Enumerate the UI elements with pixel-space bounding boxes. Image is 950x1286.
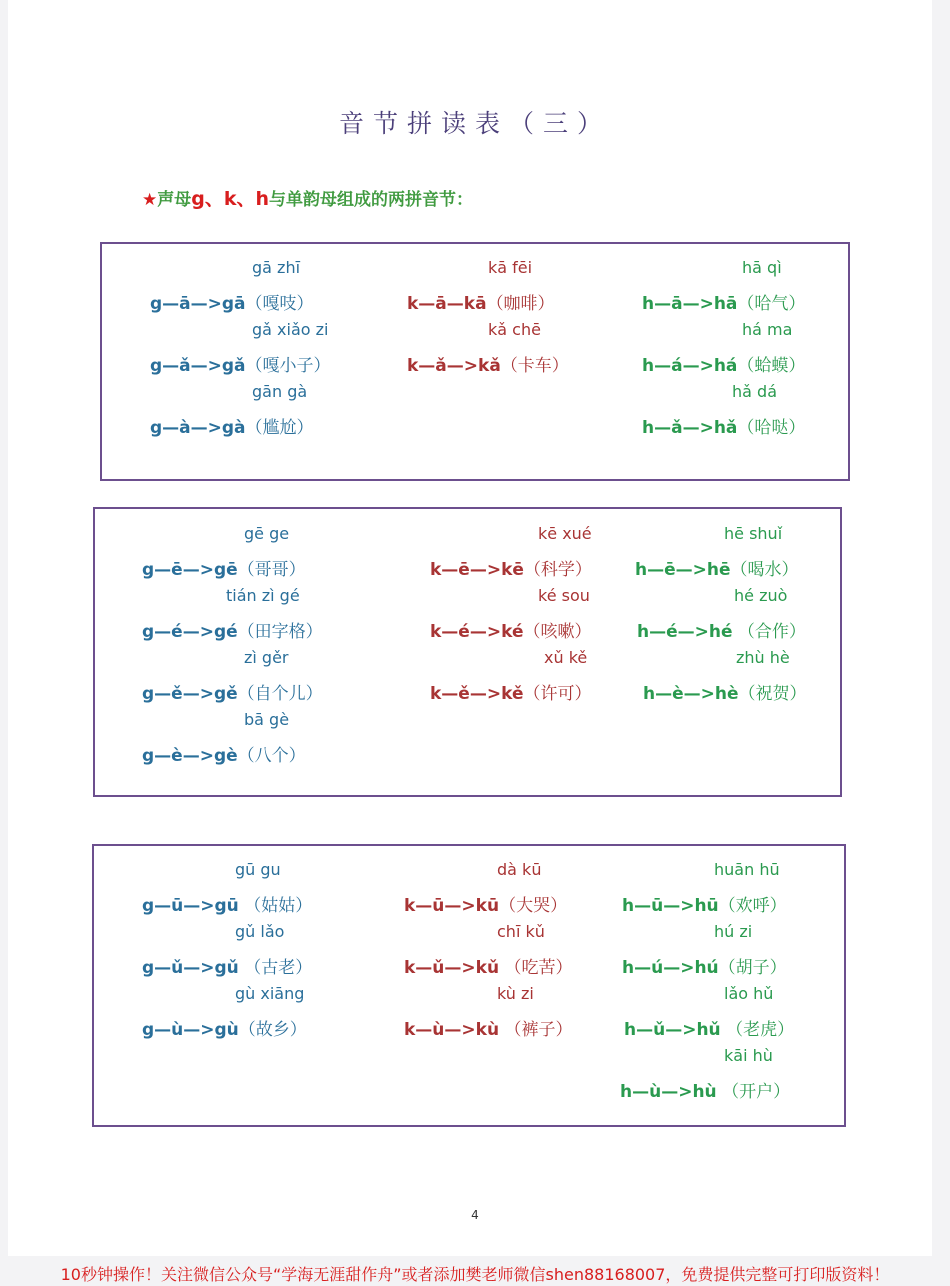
formula-parts: h—á—>: [642, 356, 714, 376]
syllable-formula: [643, 679, 807, 704]
syllable-formula: [142, 617, 323, 642]
syllable-pinyin: hǎ dá: [732, 382, 777, 401]
syllable-formula: [635, 555, 799, 580]
syllable-formula: [404, 891, 567, 916]
syllable-formula: [430, 555, 592, 580]
formula-parts: g—ā—>: [150, 294, 222, 314]
syllable-formula: [142, 555, 306, 580]
formula-parts: g—è—>: [142, 746, 214, 766]
syllable-formula: [622, 891, 787, 916]
syllable-pinyin: dà kū: [497, 860, 542, 879]
syllable-formula: [150, 413, 314, 438]
footer-notice: 10秒钟操作！关注微信公众号“学海无涯甜作舟”或者添加樊老师微信shen88168007，免费提供完整可打印版资料！: [60, 1265, 890, 1284]
formula-result: hā: [713, 294, 738, 314]
syllable-pinyin: hé zuò: [734, 586, 788, 605]
example-word: （开户）: [716, 1082, 791, 1102]
example-word: （故乡）: [238, 1020, 307, 1040]
formula-result: gè: [213, 746, 238, 766]
syllable-pinyin: tián zì gé: [226, 586, 300, 605]
formula-result: kē: [501, 560, 524, 580]
example-word: （田字格）: [237, 622, 323, 642]
formula-parts: k—ē—>: [430, 560, 502, 580]
syllable-formula: [642, 351, 805, 376]
example-word: （卡车）: [500, 356, 569, 376]
page-title: 音节拼读表（三）: [338, 109, 611, 138]
example-word: （喝水）: [730, 560, 799, 580]
syllable-pinyin: chī kǔ: [497, 922, 545, 941]
formula-parts: g—ǎ—>: [150, 356, 222, 376]
syllable-pinyin: kāi hù: [724, 1046, 773, 1065]
example-word: （裤子）: [499, 1020, 573, 1040]
formula-parts: h—ú—>: [622, 958, 695, 978]
syllable-pinyin: há ma: [742, 320, 793, 339]
formula-result: gě: [213, 684, 238, 704]
example-word: （祝贺）: [738, 684, 807, 704]
formula-parts: k—ū—>: [404, 896, 476, 916]
syllable-pinyin: gǔ lǎo: [235, 922, 285, 941]
formula-parts: g—ū—>: [142, 896, 215, 916]
syllable-formula: [642, 289, 805, 314]
formula-parts: k—ā—: [407, 294, 464, 314]
formula-result: hé: [708, 622, 733, 642]
syllable-formula: [150, 351, 331, 376]
example-word: （姑姑）: [238, 896, 313, 916]
example-word: （合作）: [732, 622, 806, 642]
syllable-formula: [407, 351, 569, 376]
formula-parts: g—ē—>: [142, 560, 214, 580]
formula-result: gē: [213, 560, 238, 580]
syllable-formula: [622, 953, 787, 978]
syllable-pinyin: kǎ chē: [488, 320, 541, 339]
formula-result: hū: [694, 896, 719, 916]
formula-result: gū: [214, 896, 239, 916]
formula-result: gǔ: [214, 958, 239, 978]
formula-result: kǎ: [478, 356, 501, 376]
syllable-pinyin: gù xiāng: [235, 984, 305, 1003]
syllable-formula: [624, 1015, 794, 1040]
formula-result: hú: [694, 958, 719, 978]
syllable-formula: [142, 953, 312, 978]
example-word: （嘎吱）: [245, 294, 314, 314]
formula-result: kě: [501, 684, 524, 704]
syllable-formula: [642, 413, 805, 438]
syllable-pinyin: huān hū: [714, 860, 780, 879]
formula-result: gā: [221, 294, 246, 314]
formula-result: hǔ: [696, 1020, 721, 1040]
syllable-formula: [637, 617, 806, 642]
example-word: （大哭）: [499, 896, 568, 916]
formula-result: hē: [706, 560, 731, 580]
syllable-formula: [430, 617, 591, 642]
syllable-pinyin: kā fēi: [488, 258, 533, 277]
formula-parts: h—è—>: [643, 684, 715, 704]
formula-result: ké: [501, 622, 524, 642]
syllable-pinyin: hā qì: [742, 258, 782, 277]
syllable-pinyin: gān gà: [252, 382, 308, 401]
formula-result: gé: [213, 622, 238, 642]
formula-parts: h—ǎ—>: [642, 418, 714, 438]
syllable-pinyin: hú zi: [714, 922, 753, 941]
example-word: （许可）: [523, 684, 592, 704]
formula-parts: g—ǔ—>: [142, 958, 215, 978]
formula-result: hù: [692, 1082, 717, 1102]
example-word: （科学）: [523, 560, 592, 580]
syllable-pinyin: gē ge: [244, 524, 290, 543]
formula-parts: h—ē—>: [635, 560, 707, 580]
example-word: （咳嗽）: [523, 622, 592, 642]
syllable-pinyin: gū gu: [235, 860, 281, 879]
syllable-pinyin: gǎ xiǎo zi: [252, 320, 329, 339]
formula-parts: k—ě—>: [430, 684, 502, 704]
formula-parts: g—ù—>: [142, 1020, 215, 1040]
syllable-formula: [142, 679, 323, 704]
formula-result: kā: [463, 294, 487, 314]
formula-parts: k—ù—>: [404, 1020, 476, 1040]
heading-letters: g、k、h: [191, 188, 270, 210]
syllable-pinyin: gā zhī: [252, 258, 301, 277]
syllable-formula: [404, 1015, 572, 1040]
formula-result: gà: [221, 418, 246, 438]
formula-parts: g—ě—>: [142, 684, 214, 704]
syllable-formula: [142, 891, 312, 916]
syllable-pinyin: kē xué: [538, 524, 592, 543]
syllable-pinyin: zì gěr: [244, 648, 289, 667]
example-word: （自个儿）: [237, 684, 323, 704]
formula-parts: k—ǔ—>: [404, 958, 476, 978]
syllable-pinyin: kù zi: [497, 984, 534, 1003]
syllable-pinyin: lǎo hǔ: [724, 984, 774, 1003]
formula-result: kū: [475, 896, 500, 916]
example-word: （老虎）: [720, 1020, 795, 1040]
syllable-pinyin: bā gè: [244, 710, 290, 729]
example-word: （蛤蟆）: [737, 356, 806, 376]
formula-parts: h—ǔ—>: [624, 1020, 697, 1040]
syllable-pinyin: hē shuǐ: [724, 524, 783, 543]
section-heading: [142, 184, 473, 211]
syllable-pinyin: xǔ kě: [544, 648, 588, 667]
formula-result: kù: [475, 1020, 500, 1040]
heading-prefix: 声母: [157, 190, 192, 210]
formula-parts: h—ù—>: [620, 1082, 693, 1102]
example-word: （吃苦）: [499, 958, 573, 978]
example-word: （哈气）: [737, 294, 806, 314]
syllable-pinyin: zhù hè: [736, 648, 790, 667]
example-word: （哈哒）: [737, 418, 806, 438]
formula-parts: h—ū—>: [622, 896, 695, 916]
page-number: 4: [471, 1208, 479, 1222]
syllable-pinyin: ké sou: [538, 586, 590, 605]
formula-parts: k—é—>: [430, 622, 502, 642]
formula-parts: k—ǎ—>: [407, 356, 479, 376]
formula-result: hè: [714, 684, 739, 704]
formula-parts: g—é—>: [142, 622, 214, 642]
formula-parts: h—é—>: [637, 622, 709, 642]
example-word: （古老）: [238, 958, 313, 978]
heading-suffix: 与单韵母组成的两拼音节：: [269, 190, 474, 210]
example-word: （胡子）: [718, 958, 787, 978]
syllable-formula: [150, 289, 314, 314]
syllable-formula: [142, 1015, 307, 1040]
example-word: （哥哥）: [237, 560, 306, 580]
syllable-formula: [430, 679, 591, 704]
formula-parts: g—à—>: [150, 418, 222, 438]
syllable-formula: [407, 289, 555, 314]
syllable-formula: [404, 953, 572, 978]
example-word: （尴尬）: [245, 418, 314, 438]
syllable-formula: [620, 1077, 790, 1102]
formula-result: gǎ: [221, 356, 246, 376]
formula-result: hǎ: [713, 418, 738, 438]
example-word: （欢呼）: [718, 896, 787, 916]
example-word: （八个）: [237, 746, 306, 766]
formula-result: kǔ: [475, 958, 500, 978]
example-word: （嘎小子）: [245, 356, 331, 376]
star-icon: ★: [142, 190, 158, 210]
formula-result: há: [713, 356, 738, 376]
example-word: （咖啡）: [486, 294, 555, 314]
formula-parts: h—ā—>: [642, 294, 714, 314]
syllable-formula: [142, 741, 306, 766]
formula-result: gù: [214, 1020, 239, 1040]
